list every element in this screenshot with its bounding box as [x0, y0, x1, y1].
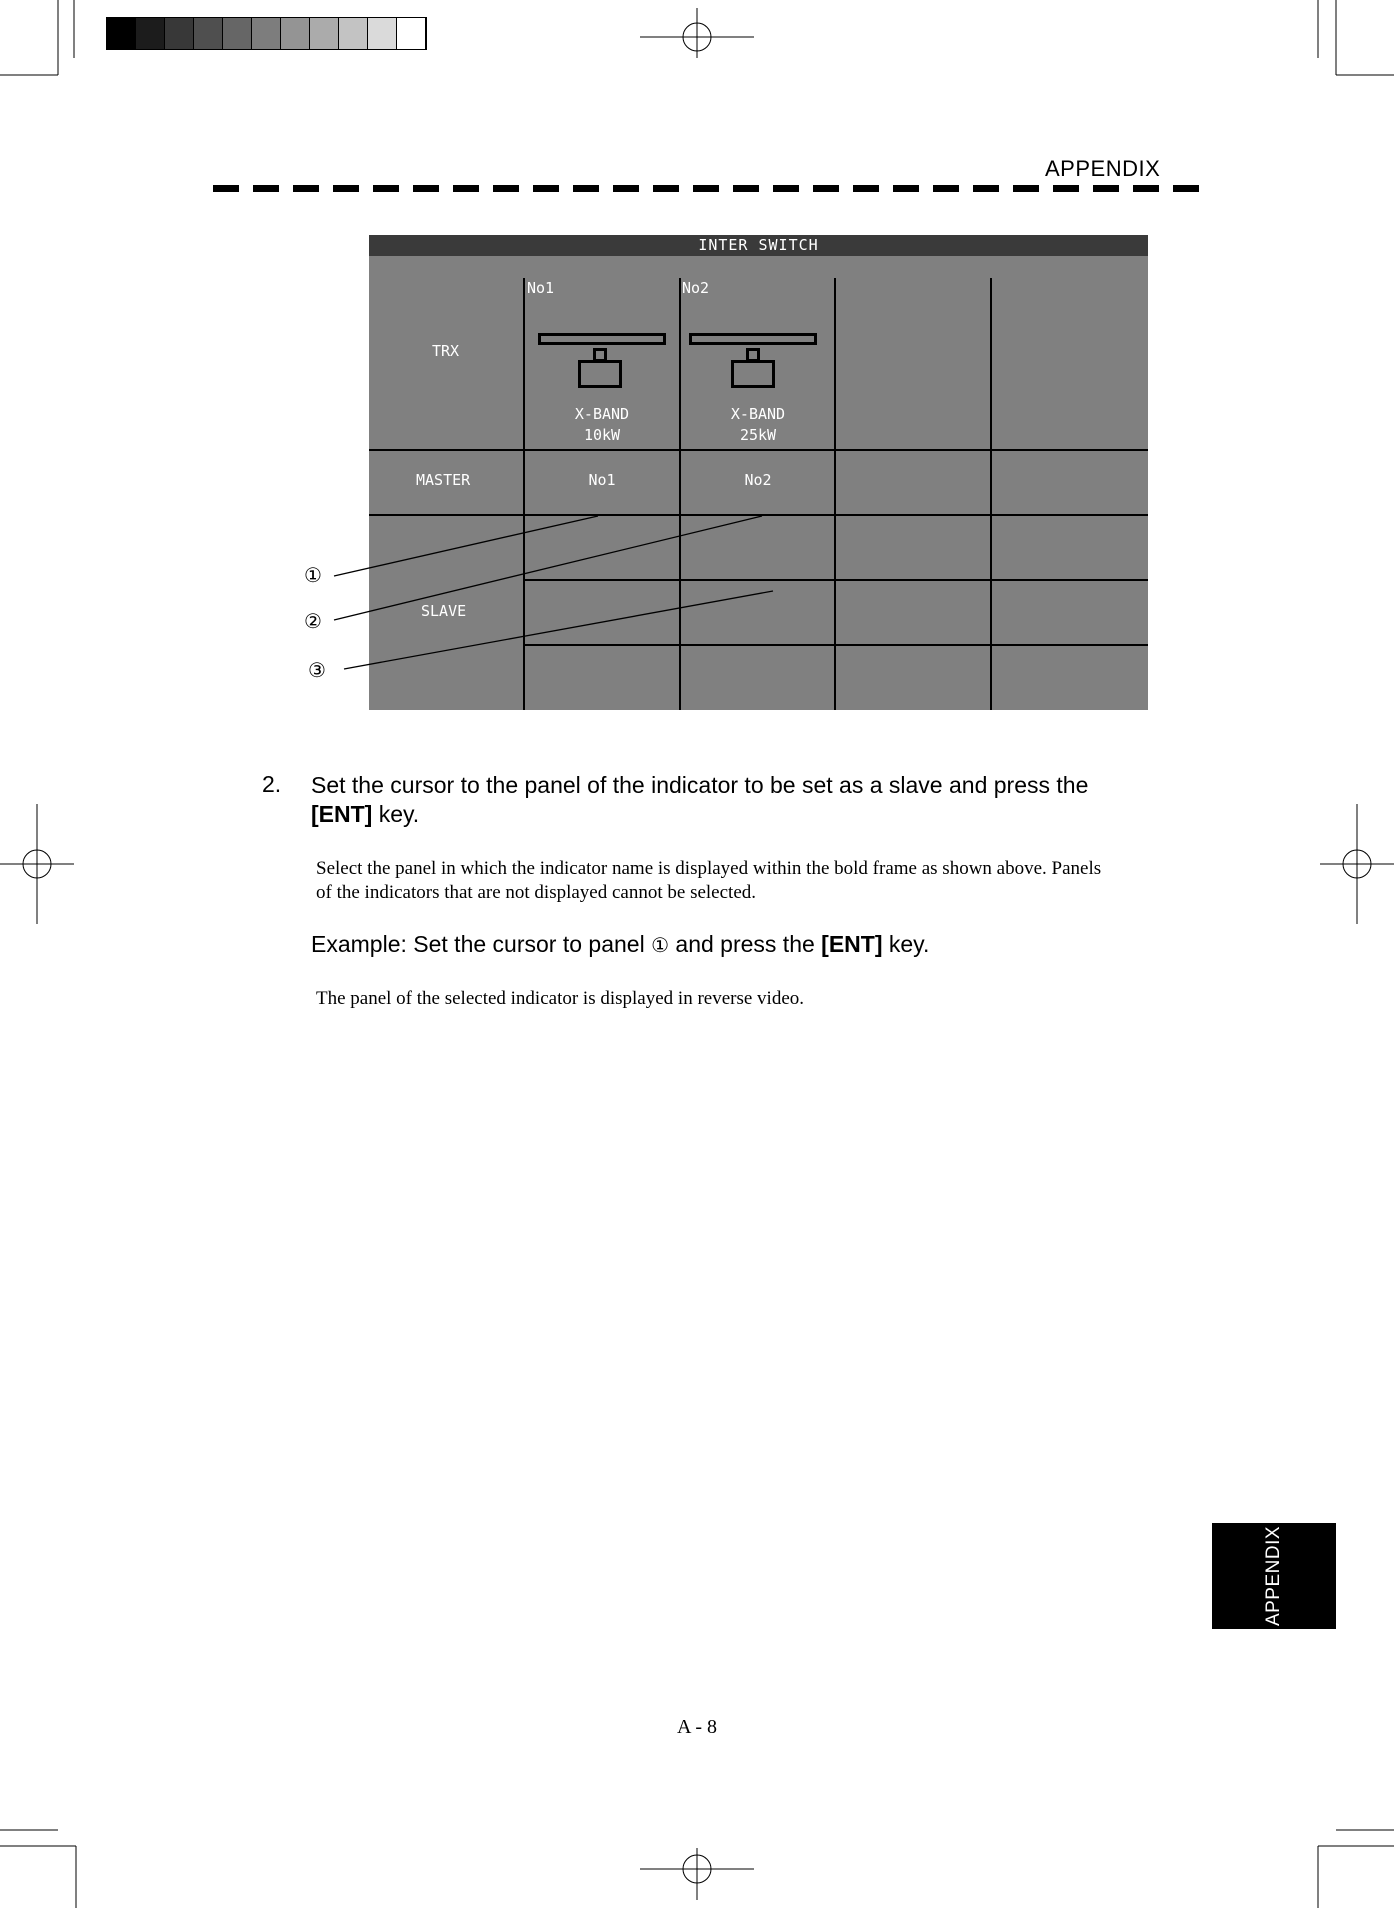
column-label-no2: No2	[682, 279, 710, 297]
note-line-2: of the indicators that are not displayed cannot be selected.	[316, 882, 757, 903]
trx-power-2: 25kW	[739, 426, 777, 444]
step-text-main: Set the cursor to the panel of the indicator to be set as a slave and press the	[311, 772, 1089, 798]
trx-band-1: X-BAND	[574, 405, 630, 423]
row-label-slave: SLAVE	[421, 602, 467, 620]
row-label-trx: TRX	[432, 342, 460, 360]
example-symbol: ①	[651, 933, 670, 957]
page-number: A - 8	[677, 1716, 717, 1738]
example-middle: and press the	[669, 931, 822, 957]
note-line-3: The panel of the selected indicator is displayed in reverse video.	[316, 988, 805, 1009]
callout-3: ③	[308, 658, 326, 682]
example-key: [ENT]	[821, 931, 883, 957]
callout-1: ①	[304, 563, 322, 587]
example-tail: key.	[882, 931, 930, 957]
master-cell-no1[interactable]: No1	[588, 471, 616, 489]
appendix-side-tab	[1212, 1523, 1336, 1629]
column-label-no1: No1	[527, 279, 555, 297]
note-line-1: Select the panel in which the indicator name is displayed within the bold frame as shown above. Panels	[316, 858, 1102, 879]
example-line	[311, 931, 929, 958]
step-text-tail: key.	[372, 801, 420, 827]
step-key: [ENT]	[311, 801, 373, 827]
screen-title: INTER SWITCH	[369, 235, 1148, 256]
master-cell-no2[interactable]: No2	[744, 471, 772, 489]
callout-2: ②	[304, 609, 322, 633]
example-prefix: Example: Set the cursor to panel	[311, 931, 652, 957]
section-header-title: APPENDIX	[1045, 156, 1161, 181]
trx-power-1: 10kW	[583, 426, 621, 444]
side-tab-label: APPENDIX	[1263, 1525, 1284, 1627]
step-number: 2.	[262, 771, 282, 797]
row-label-master: MASTER	[416, 471, 471, 489]
step-instruction	[311, 771, 1191, 829]
trx-band-2: X-BAND	[730, 405, 786, 423]
